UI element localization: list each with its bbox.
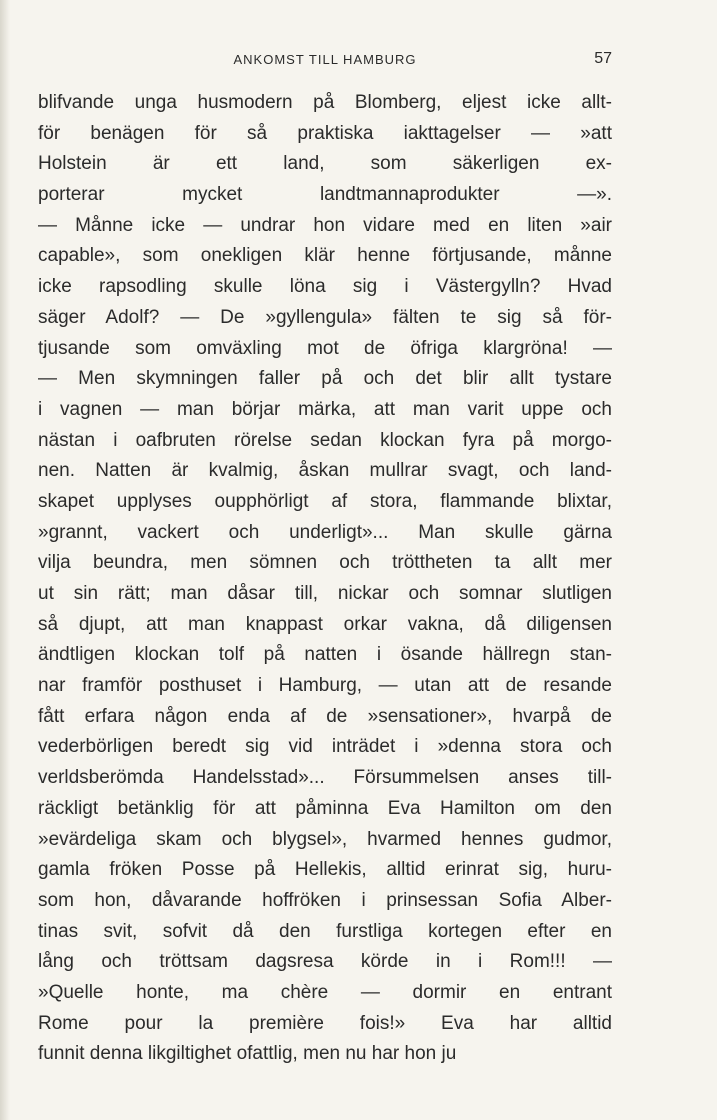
text-line: ut sin rätt; man dåsar till, nickar och somnar slutligen bbox=[38, 583, 612, 604]
running-title: ANKOMST TILL HAMBURG bbox=[233, 52, 417, 67]
text-line: ändtligen klockan tolf på natten i ösande hällregn stan- bbox=[38, 644, 612, 666]
page-number: 57 bbox=[594, 50, 612, 67]
text-line: — Men skymningen faller på och det blir allt tystare bbox=[38, 368, 612, 390]
text-line: porterar mycket landtmannaprodukter —». bbox=[38, 184, 612, 206]
text-line: Holstein är ett land, som säkerligen ex- bbox=[38, 153, 612, 175]
text-line: fått erfara någon enda af de »sensationer», hvarpå de bbox=[38, 705, 612, 727]
binding-shadow bbox=[0, 0, 10, 1120]
text-line: funnit denna likgiltighet ofattlig, men nu har hon ju bbox=[38, 1043, 457, 1065]
text-line: som hon, dåvarande hoffröken i prinsessan Sofia Alber- bbox=[38, 889, 612, 911]
text-line: för benägen för så praktiska iakttagelser — »att bbox=[38, 122, 612, 144]
text-line: lång och tröttsam dagsresa körde in i Rom!!! — bbox=[38, 951, 612, 973]
text-line: »grannt, vackert och underligt»... Man skulle gärna bbox=[38, 521, 612, 543]
text-line: i vagnen — man börjar märka, att man varit uppe och bbox=[38, 398, 612, 420]
text-line: — Månne icke — undrar hon vidare med en liten »air bbox=[38, 214, 612, 236]
text-line: capable», som onekligen klär henne förtjusande, månne bbox=[38, 245, 612, 267]
text-line: verldsberömda Handelsstad»... Försummelsen anses till- bbox=[38, 767, 612, 789]
text-line: räckligt betänklig för att påminna Eva Hamilton om den bbox=[38, 797, 612, 819]
text-line: vederbörligen beredt sig vid inträdet i »denna stora och bbox=[38, 736, 612, 758]
text-line: säger Adolf? — De »gyllengula» fälten te sig så för- bbox=[38, 306, 612, 328]
text-line: gamla fröken Posse på Hellekis, alltid erinrat sig, huru- bbox=[38, 859, 612, 881]
text-line: tjusande som omväxling mot de öfriga klargröna! — bbox=[38, 337, 612, 359]
text-line: så djupt, att man knappast orkar vakna, då diligensen bbox=[38, 613, 612, 635]
text-line: nästan i oafbruten rörelse sedan klockan fyra på morgo- bbox=[38, 429, 612, 451]
text-line: icke rapsodling skulle löna sig i Västergylln? Hvad bbox=[38, 276, 612, 298]
text-line: »evärdeliga skam och blygsel», hvarmed hennes gudmor, bbox=[38, 828, 612, 850]
text-line: tinas svit, sofvit då den furstliga kortegen efter en bbox=[38, 920, 612, 942]
text-line: nen. Natten är kvalmig, åskan mullrar svagt, och land- bbox=[38, 460, 612, 482]
text-line: »Quelle honte, ma chère — dormir en entrant bbox=[38, 981, 612, 1003]
text-line: blifvande unga husmodern på Blomberg, eljest icke allt- bbox=[38, 92, 612, 113]
text-line: skapet upplyses oupphörligt af stora, flammande blixtar, bbox=[38, 490, 612, 512]
text-line: vilja beundra, men sömnen och tröttheten ta allt mer bbox=[38, 552, 612, 574]
body-text bbox=[38, 88, 612, 1070]
text-line: Rome pour la première fois!» Eva har alltid bbox=[38, 1012, 612, 1034]
running-head bbox=[38, 52, 612, 72]
text-line: nar framför posthuset i Hamburg, — utan att de resande bbox=[38, 675, 612, 697]
